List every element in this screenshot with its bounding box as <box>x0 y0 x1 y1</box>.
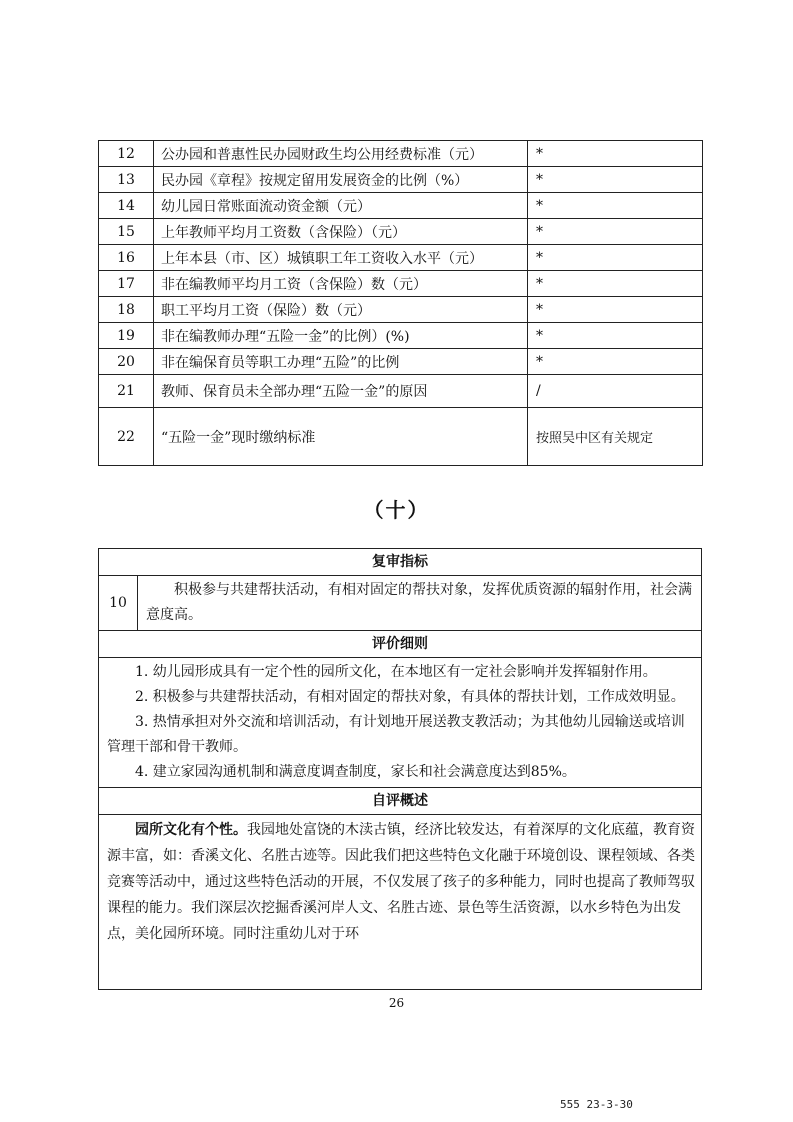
row-value: * <box>528 193 703 219</box>
row-item: 上年本县（市、区）城镇职工年工资收入水平（元） <box>154 245 528 271</box>
row-number: 20 <box>99 349 154 375</box>
table-row <box>99 323 703 349</box>
evaluation-criteria-header: 评价细则 <box>99 631 701 658</box>
row-value: * <box>528 349 703 375</box>
row-number: 15 <box>99 219 154 245</box>
row-number: 17 <box>99 271 154 297</box>
indicator-row <box>99 576 701 631</box>
row-item: 公办园和普惠性民办园财政生均公用经费标准（元） <box>154 141 528 167</box>
review-indicator-header: 复审指标 <box>99 549 701 576</box>
table-row <box>99 297 703 323</box>
row-item: 非在编教师平均月工资（含保险）数（元） <box>154 271 528 297</box>
table-row <box>99 408 703 466</box>
review-table <box>98 548 702 990</box>
row-item: 非在编教师办理“五险一金”的比例）(%) <box>154 323 528 349</box>
table-row <box>99 245 703 271</box>
table-row <box>99 193 703 219</box>
indicator-text: 积极参与共建帮扶活动，有相对固定的帮扶对象，发挥优质资源的辐射作用，社会满意度高。 <box>146 582 692 623</box>
row-number: 14 <box>99 193 154 219</box>
page-number: 26 <box>388 996 405 1010</box>
table-row <box>99 349 703 375</box>
statistics-table-body <box>99 141 703 466</box>
criteria-item: 3. 热情承担对外交流和培训活动，有计划地开展送教支教活动；为其他幼儿园输送或培训管理干部和骨干教师。 <box>107 714 685 755</box>
table-row <box>99 271 703 297</box>
row-item: 民办园《章程》按规定留用发展资金的比例（%） <box>154 167 528 193</box>
criteria-item: 2. 积极参与共建帮扶活动，有相对固定的帮扶对象，有具体的帮扶计划，工作成效明显。 <box>135 689 685 705</box>
section-heading: （十） <box>363 498 430 522</box>
row-value: * <box>528 245 703 271</box>
row-number: 21 <box>99 375 154 408</box>
row-item: “五险一金”现时缴纳标准 <box>154 408 528 466</box>
row-value: * <box>528 167 703 193</box>
row-value: * <box>528 141 703 167</box>
row-item: 非在编保育员等职工办理“五险”的比例 <box>154 349 528 375</box>
row-item: 职工平均月工资（保险）数（元） <box>154 297 528 323</box>
table-row <box>99 141 703 167</box>
row-item: 教师、保育员未全部办理“五险一金”的原因 <box>154 375 528 408</box>
row-number: 18 <box>99 297 154 323</box>
row-number: 19 <box>99 323 154 349</box>
evaluation-criteria <box>99 658 701 787</box>
self-evaluation-summary <box>99 815 701 947</box>
row-value: * <box>528 323 703 349</box>
row-value: * <box>528 219 703 245</box>
row-value: * <box>528 297 703 323</box>
row-value: / <box>528 375 703 408</box>
row-number: 22 <box>99 408 154 466</box>
print-stamp: 555 23-3-30 <box>560 1098 633 1111</box>
row-number: 13 <box>99 167 154 193</box>
summary-text: 我园地处富饶的木渎古镇，经济比较发达，有着深厚的文化底蕴，教育资源丰富，如：香溪文化、名胜古迹等。因此我们把这些特色文化融于环境创设、课程领域、各类竞赛等活动中，通过这些特色活动的开展，不仅发展了孩子的多种能力，同时也提高了教师驾驭课程的能力。我们深层次挖掘香溪河岸人文、名胜古迹、景色等生活资源，以水乡特色为出发点，美化园所环境。同时注重幼儿对于环 <box>107 822 695 942</box>
table-row <box>99 167 703 193</box>
table-row <box>99 375 703 408</box>
row-item: 上年教师平均月工资数（含保险）（元） <box>154 219 528 245</box>
table-row <box>99 219 703 245</box>
summary-lead: 园所文化有个性。 <box>135 822 247 838</box>
row-value: * <box>528 271 703 297</box>
self-evaluation-header: 自评概述 <box>99 787 701 815</box>
row-item: 幼儿园日常账面流动资金额（元） <box>154 193 528 219</box>
indicator-number: 10 <box>99 576 138 630</box>
row-number: 16 <box>99 245 154 271</box>
criteria-item: 1. 幼儿园形成具有一定个性的园所文化，在本地区有一定社会影响并发挥辐射作用。 <box>135 664 657 680</box>
row-value: 按照吴中区有关规定 <box>528 408 703 466</box>
criteria-item: 4. 建立家园沟通机制和满意度调查制度，家长和社会满意度达到85%。 <box>135 764 576 780</box>
row-number: 12 <box>99 141 154 167</box>
statistics-table <box>98 140 703 466</box>
